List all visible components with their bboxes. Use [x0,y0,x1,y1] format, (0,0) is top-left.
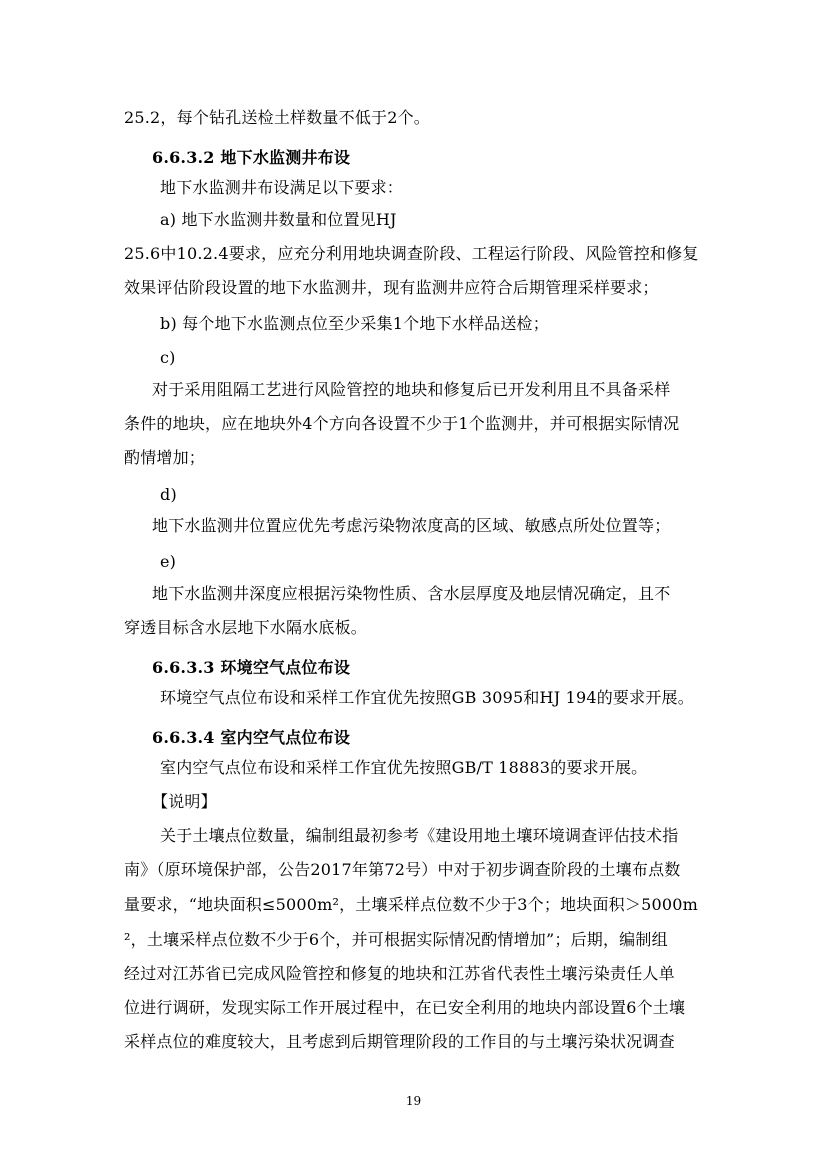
list-item: a) 地下水监测井数量和位置见HJ [160,210,397,229]
text-line: 采样点位的难度较大，且考虑到后期管理阶段的工作目的与土壤污染状况调查 [124,1032,675,1051]
section-heading: 6.6.3.4 室内空气点位布设 [152,728,351,747]
text-line: 地下水监测井布设满足以下要求： [160,178,404,197]
text-line: 环境空气点位布设和采样工作宜优先按照GB 3095和HJ 194的要求开展。 [160,688,694,707]
text-line: 25.2，每个钻孔送检土样数量不低于2个。 [124,108,431,127]
text-line: 效果评估阶段设置的地下水监测井，现有监测井应符合后期管理采样要求； [124,278,659,297]
text-line: 经过对江苏省已完成风险管控和修复的地块和江苏省代表性土壤污染责任人单 [124,964,675,983]
text-line: 25.6中10.2.4要求，应充分利用地块调查阶段、工程运行阶段、风险管控和修复 [124,244,699,263]
text-line: 地下水监测井位置应优先考虑污染物浓度高的区域、敏感点所处位置等； [152,516,671,535]
text-line: 地下水监测井深度应根据污染物性质、含水层厚度及地层情况确定，且不 [152,584,671,603]
text-line: 南》（原环境保护部，公告2017年第72号）中对于初步调查阶段的土壤布点数 [124,860,681,879]
text-line: 室内空气点位布设和采样工作宜优先按照GB/T 18883的要求开展。 [160,758,648,777]
page-number: 19 [405,1094,422,1108]
list-marker: d) [160,485,177,504]
text-line: 条件的地块，应在地块外4个方向各设置不少于1个监测井，并可根据实际情况 [124,414,680,433]
section-heading: 6.6.3.3 环境空气点位布设 [152,658,351,677]
note-heading: 【说明】 [152,792,217,811]
section-heading: 6.6.3.2 地下水监测井布设 [152,148,351,167]
text-line: 酌情增加； [124,448,206,467]
text-line: 穿透目标含水层地下水隔水底板。 [124,618,368,637]
text-line: ²，土壤采样点位数不少于6个，并可根据实际情况酌情增加”；后期，编制组 [124,930,668,949]
text-line: 位进行调研，发现实际工作开展过程中，在已安全利用的地块内部设置6个土壤 [124,998,686,1017]
text-line: 量要求，“地块面积≤5000m²，土壤采样点位数不少于3个；地块面积＞5000m [124,895,698,914]
text-line: 关于土壤点位数量，编制组最初参考《建设用地土壤环境调查评估技术指 [160,826,679,845]
list-item: b) 每个地下水监测点位至少采集1个地下水样品送检； [160,314,549,333]
list-marker: c) [160,348,176,367]
text-line: 对于采用阻隔工艺进行风险管控的地块和修复后已开发利用且不具备采样 [152,380,671,399]
list-marker: e) [160,552,177,571]
